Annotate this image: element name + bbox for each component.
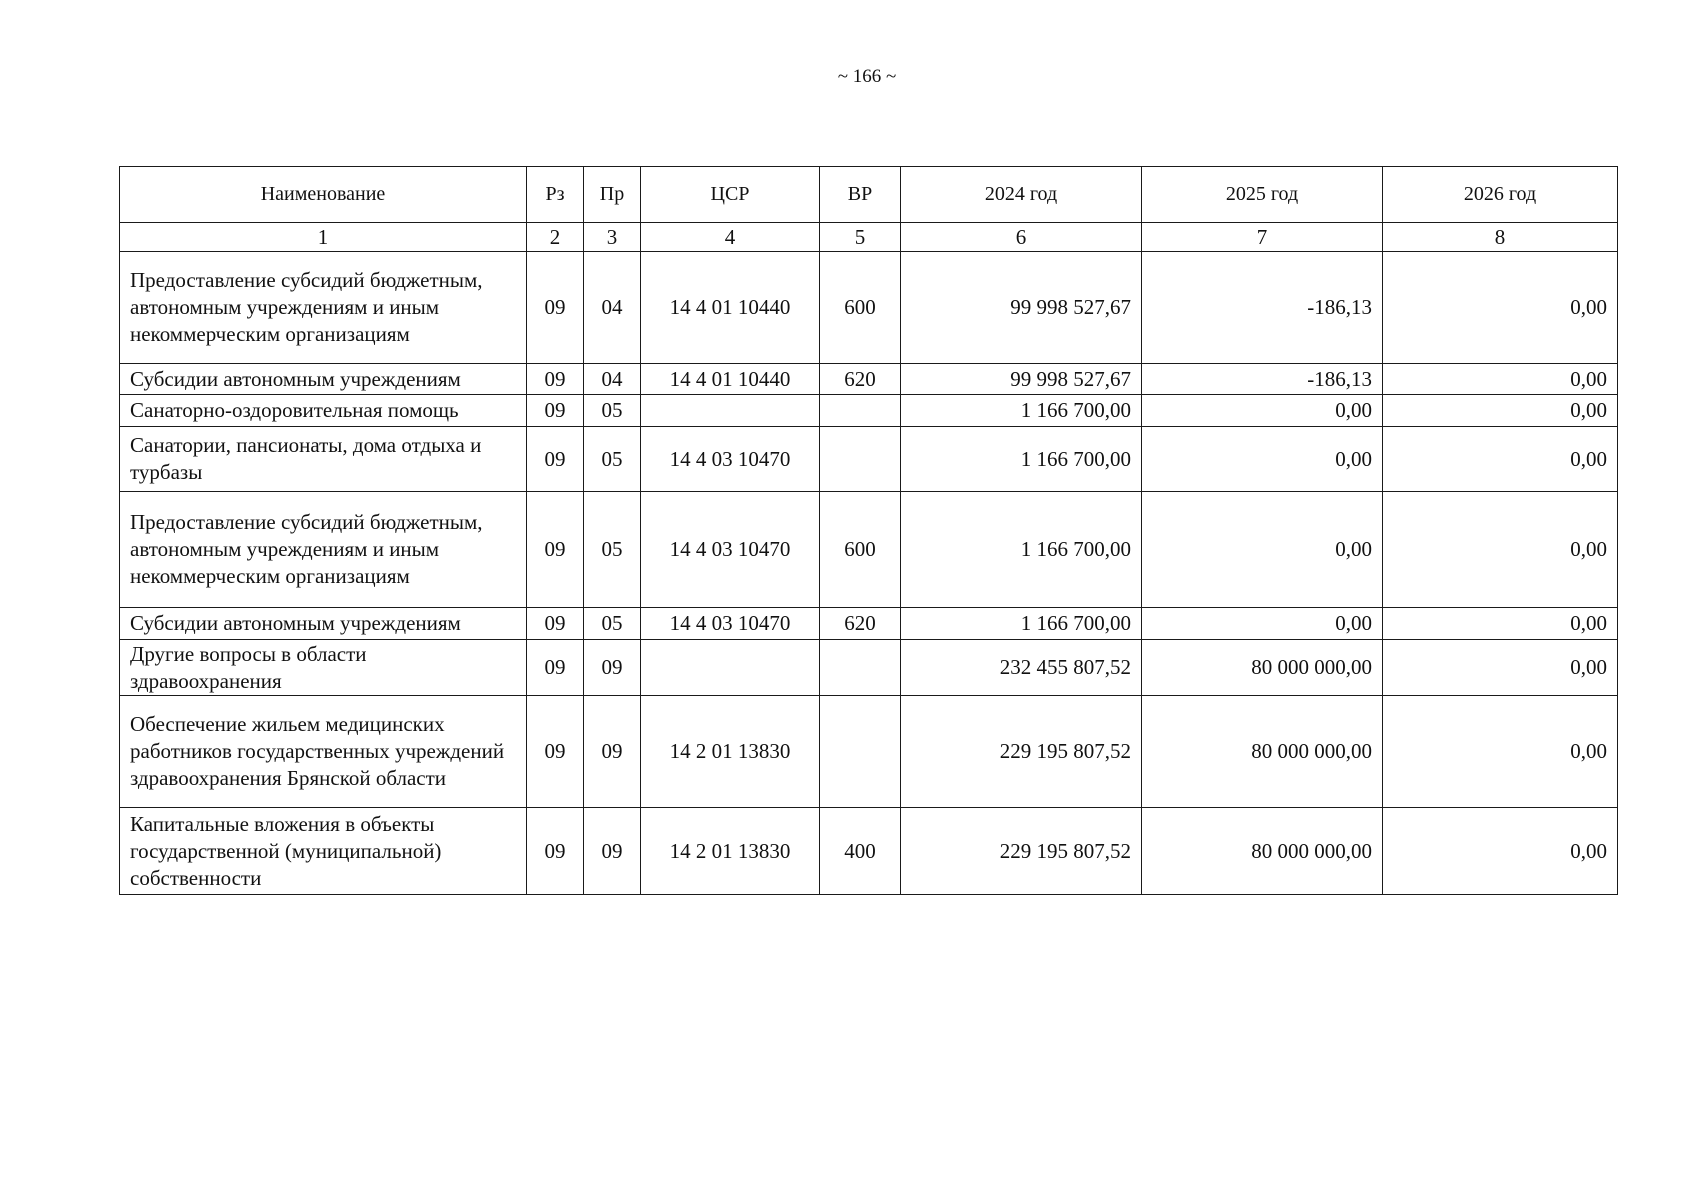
row-2024: 229 195 807,52 <box>901 808 1142 895</box>
row-2024: 1 166 700,00 <box>901 395 1142 427</box>
column-number: 6 <box>901 223 1142 252</box>
row-csr: 14 4 03 10470 <box>641 608 820 640</box>
table-row <box>120 427 1618 492</box>
header-pr: Пр <box>584 167 641 223</box>
row-csr: 14 4 01 10440 <box>641 252 820 364</box>
row-pr: 09 <box>584 696 641 808</box>
row-pr: 05 <box>584 608 641 640</box>
table-row <box>120 364 1618 395</box>
row-name: Капитальные вложения в объекты государственной (муниципальной) собственности <box>120 808 527 895</box>
row-rz: 09 <box>527 808 584 895</box>
row-csr: 14 4 03 10470 <box>641 492 820 608</box>
row-csr <box>641 640 820 696</box>
row-csr: 14 4 03 10470 <box>641 427 820 492</box>
header-csr: ЦСР <box>641 167 820 223</box>
column-number: 1 <box>120 223 527 252</box>
row-vr: 600 <box>820 492 901 608</box>
row-2025: 0,00 <box>1142 608 1383 640</box>
row-2024: 232 455 807,52 <box>901 640 1142 696</box>
row-pr: 05 <box>584 395 641 427</box>
row-rz: 09 <box>527 427 584 492</box>
row-vr <box>820 696 901 808</box>
row-pr: 04 <box>584 252 641 364</box>
row-pr: 09 <box>584 808 641 895</box>
row-name: Обеспечение жильем медицинских работников государственных учреждений здравоохранения Брянской области <box>120 696 527 808</box>
header-vr: ВР <box>820 167 901 223</box>
row-pr: 04 <box>584 364 641 395</box>
row-name: Субсидии автономным учреждениям <box>120 608 527 640</box>
column-number: 8 <box>1383 223 1618 252</box>
row-csr <box>641 395 820 427</box>
row-rz: 09 <box>527 252 584 364</box>
row-2025: 80 000 000,00 <box>1142 640 1383 696</box>
row-2026: 0,00 <box>1383 608 1618 640</box>
row-vr <box>820 640 901 696</box>
row-2024: 1 166 700,00 <box>901 608 1142 640</box>
row-csr: 14 4 01 10440 <box>641 364 820 395</box>
column-number: 7 <box>1142 223 1383 252</box>
row-2026: 0,00 <box>1383 808 1618 895</box>
row-rz: 09 <box>527 492 584 608</box>
row-name: Другие вопросы в области здравоохранения <box>120 640 527 696</box>
row-name: Санатории, пансионаты, дома отдыха и турбазы <box>120 427 527 492</box>
row-2024: 1 166 700,00 <box>901 492 1142 608</box>
table-row <box>120 252 1618 364</box>
header-row <box>120 167 1618 223</box>
row-rz: 09 <box>527 608 584 640</box>
table-body <box>120 252 1618 895</box>
row-2026: 0,00 <box>1383 395 1618 427</box>
row-2024: 99 998 527,67 <box>901 252 1142 364</box>
table-row <box>120 808 1618 895</box>
table-row <box>120 492 1618 608</box>
row-2026: 0,00 <box>1383 427 1618 492</box>
row-2024: 99 998 527,67 <box>901 364 1142 395</box>
row-pr: 05 <box>584 492 641 608</box>
table-row <box>120 696 1618 808</box>
header-2026: 2026 год <box>1383 167 1618 223</box>
row-2026: 0,00 <box>1383 252 1618 364</box>
column-number: 5 <box>820 223 901 252</box>
budget-table <box>119 166 1618 895</box>
row-2025: -186,13 <box>1142 364 1383 395</box>
column-number-row <box>120 223 1618 252</box>
column-number: 3 <box>584 223 641 252</box>
row-vr: 620 <box>820 364 901 395</box>
row-name: Субсидии автономным учреждениям <box>120 364 527 395</box>
row-2026: 0,00 <box>1383 640 1618 696</box>
column-number: 2 <box>527 223 584 252</box>
row-vr <box>820 395 901 427</box>
row-2024: 229 195 807,52 <box>901 696 1142 808</box>
row-2025: -186,13 <box>1142 252 1383 364</box>
header-2024: 2024 год <box>901 167 1142 223</box>
row-csr: 14 2 01 13830 <box>641 696 820 808</box>
row-2025: 80 000 000,00 <box>1142 696 1383 808</box>
row-csr: 14 2 01 13830 <box>641 808 820 895</box>
row-2024: 1 166 700,00 <box>901 427 1142 492</box>
table-row <box>120 395 1618 427</box>
table-row <box>120 640 1618 696</box>
row-rz: 09 <box>527 696 584 808</box>
row-name: Санаторно-оздоровительная помощь <box>120 395 527 427</box>
header-name: Наименование <box>120 167 527 223</box>
row-vr: 620 <box>820 608 901 640</box>
row-pr: 09 <box>584 640 641 696</box>
row-rz: 09 <box>527 640 584 696</box>
row-2026: 0,00 <box>1383 696 1618 808</box>
page-number: ~ 166 ~ <box>837 66 897 87</box>
header-rz: Рз <box>527 167 584 223</box>
row-rz: 09 <box>527 395 584 427</box>
table-row <box>120 608 1618 640</box>
row-name: Предоставление субсидий бюджетным, автономным учреждениям и иным некоммерческим организациям <box>120 252 527 364</box>
row-name: Предоставление субсидий бюджетным, автономным учреждениям и иным некоммерческим организациям <box>120 492 527 608</box>
row-2026: 0,00 <box>1383 364 1618 395</box>
row-vr <box>820 427 901 492</box>
row-2025: 0,00 <box>1142 492 1383 608</box>
row-2025: 0,00 <box>1142 427 1383 492</box>
row-rz: 09 <box>527 364 584 395</box>
row-vr: 600 <box>820 252 901 364</box>
header-2025: 2025 год <box>1142 167 1383 223</box>
row-vr: 400 <box>820 808 901 895</box>
column-number: 4 <box>641 223 820 252</box>
row-pr: 05 <box>584 427 641 492</box>
row-2025: 80 000 000,00 <box>1142 808 1383 895</box>
row-2025: 0,00 <box>1142 395 1383 427</box>
row-2026: 0,00 <box>1383 492 1618 608</box>
